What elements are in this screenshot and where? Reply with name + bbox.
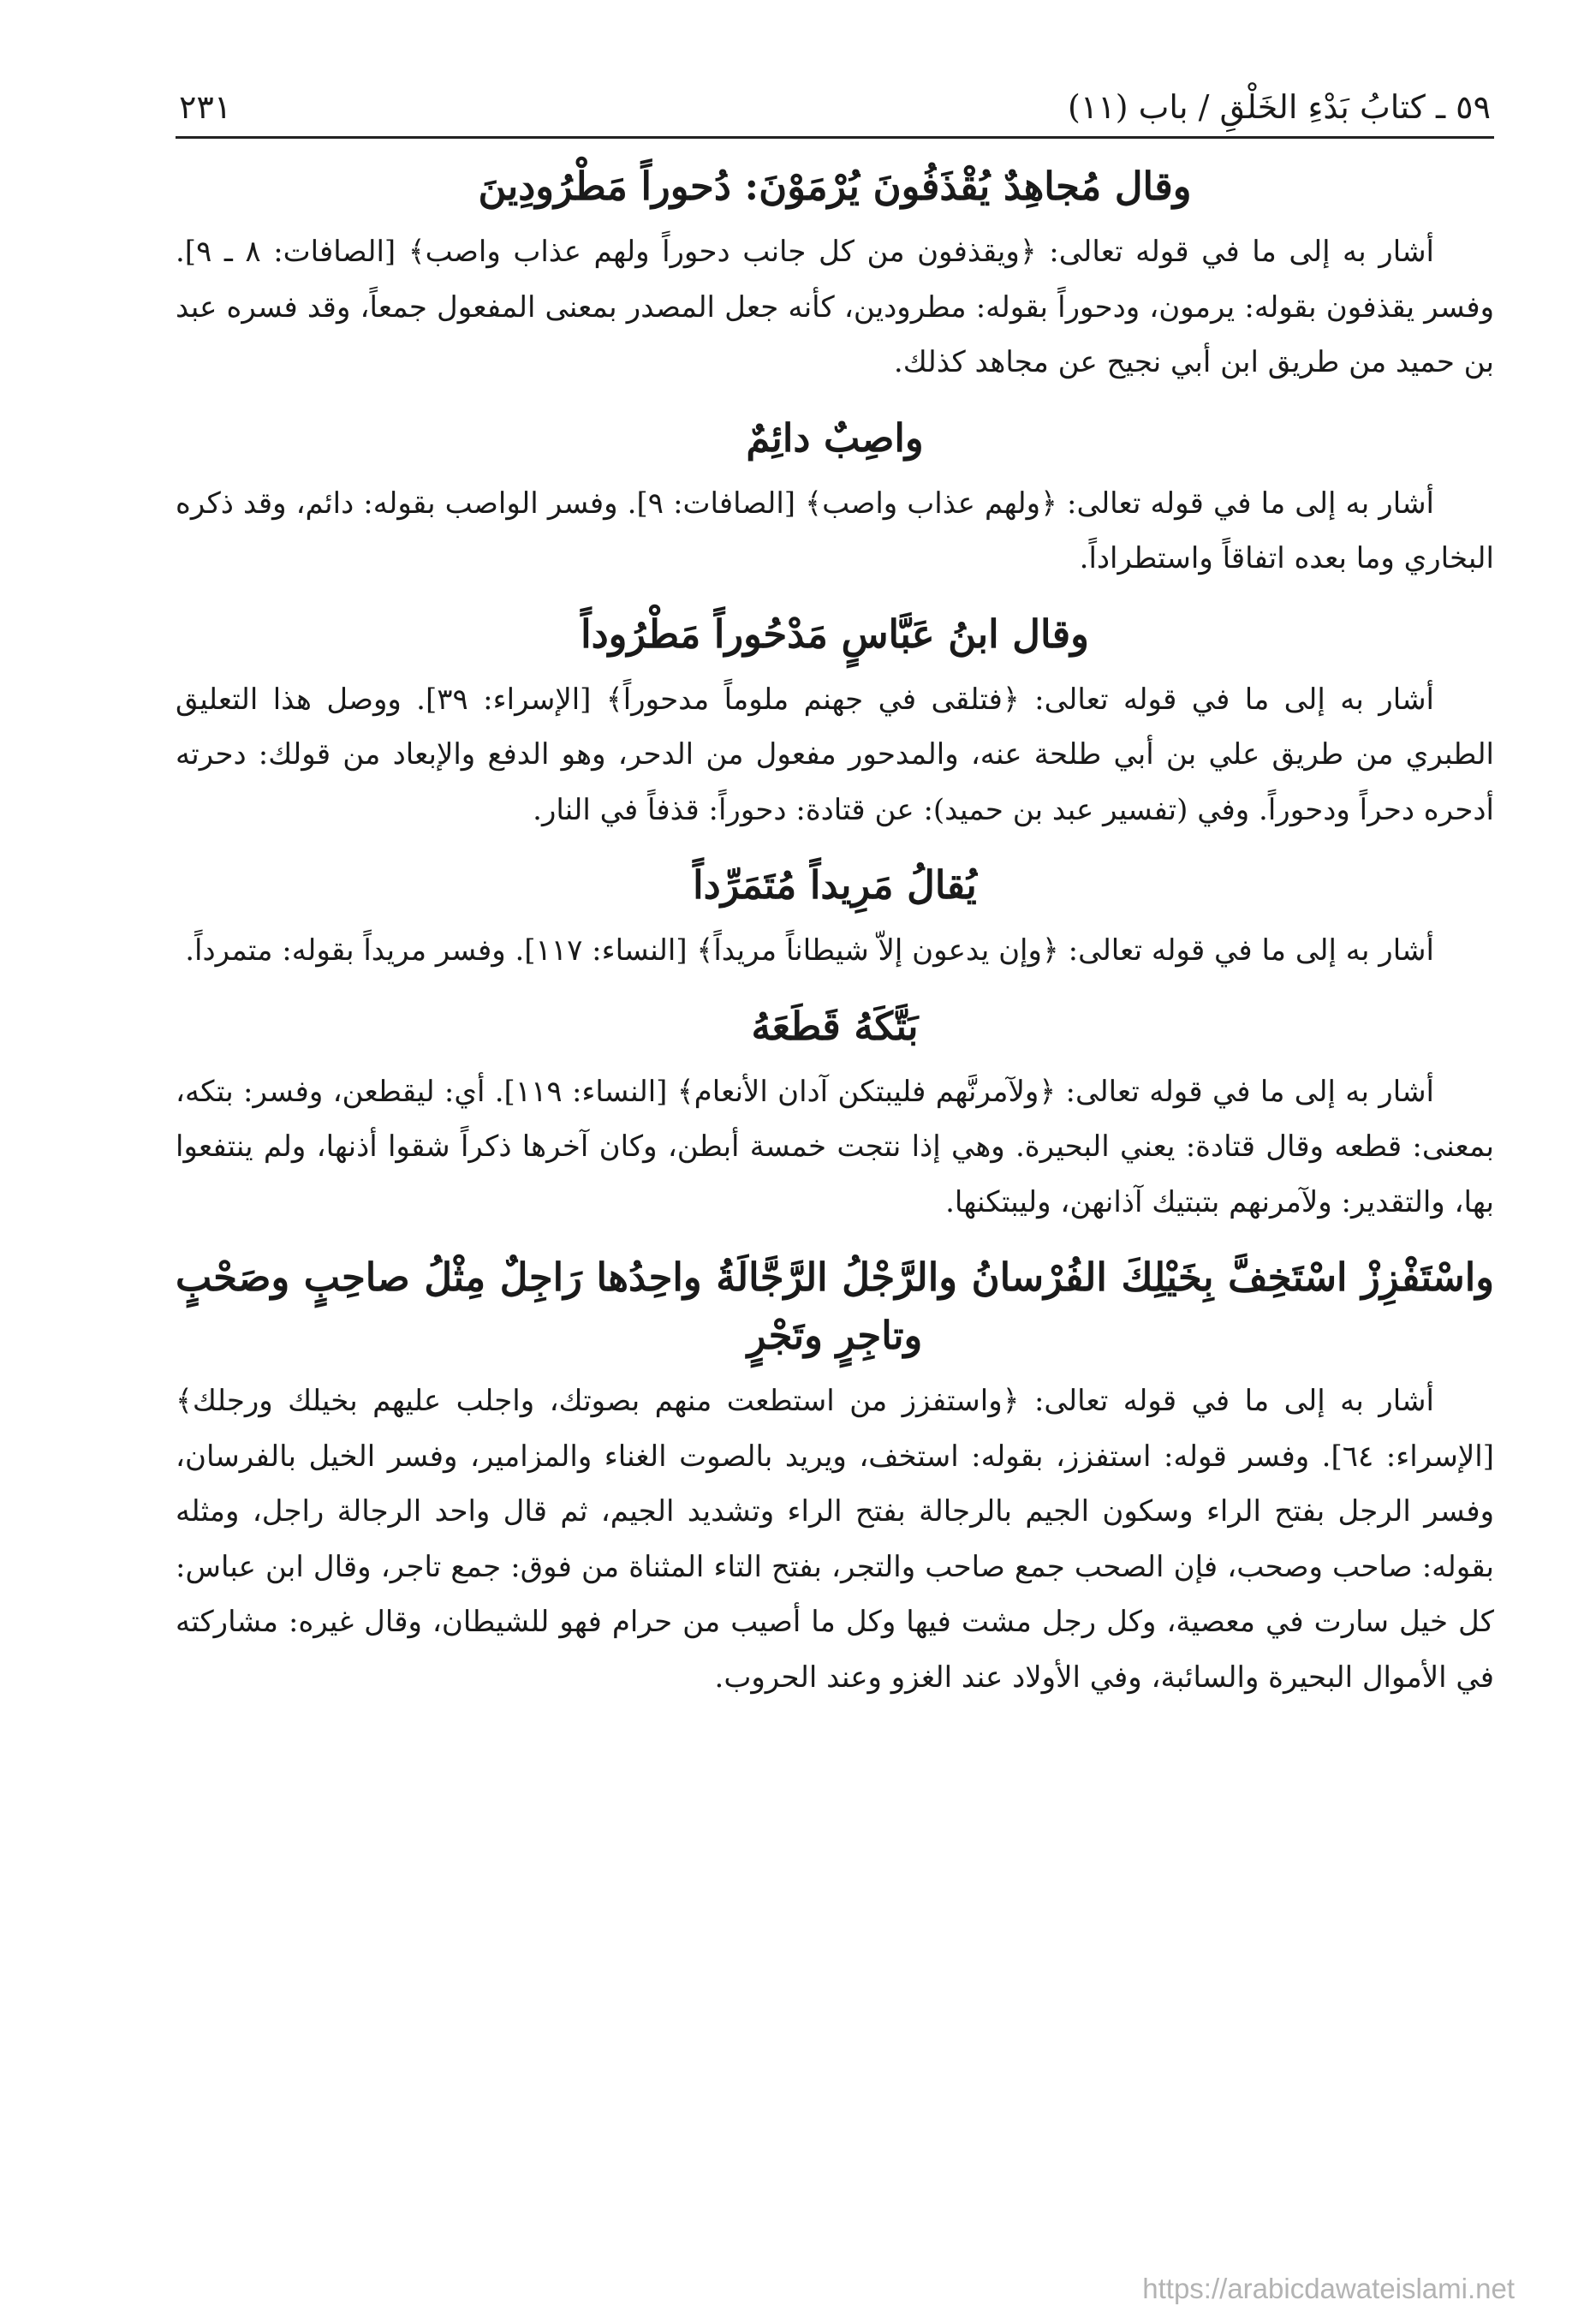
section-body — [176, 672, 1494, 838]
section-heading: واصِبٌ دائِمٌ — [746, 414, 924, 461]
section-heading: وقال ابنُ عَبَّاسٍ مَدْحُوراً مَطْرُوداً — [581, 611, 1089, 657]
section-body — [176, 1064, 1494, 1231]
section-body — [176, 476, 1494, 587]
running-title: ٥٩ ـ كتابُ بَدْءِ الخَلْقِ / باب (١١) — [1068, 88, 1491, 126]
section-body-text: أشار به إلى ما في قوله تعالى: ﴿واستفزز من استطعت منهم بصوتك، واجلب عليهم بخيلك ورجلك﴾ [الإسراء: ٦٤]. وفسر قوله: استفزز، بقوله: استخف، ويريد بالصوت الغناء والمزامير، وفسر الخيل بالفرسان، وفسر الرجل بفتح الراء وسكون الجيم بالرجالة بفتح الراء وتشديد الجيم، ثم قال واحد الرجالة راجل، ومثله بقوله: صاحب وصحب، فإن الصحب جمع صاحب والتجر، بفتح التاء المثناة من فوق: جمع تاجر، وقال ابن عباس: كل خيل سارت في معصية، وكل رجل مشت فيها وكل ما أصيب من حرام فهو للشيطان، وقال غيره: مشاركته في الأموال البحيرة والسائبة، وفي الأولاد عند الغزو وعند الحروب. — [176, 1384, 1495, 1695]
section-heading: بَتَّكَهُ قَطَعَهُ — [751, 1003, 919, 1049]
section-body — [176, 1374, 1494, 1705]
running-header — [176, 81, 1494, 139]
page-content — [176, 81, 1494, 1705]
section-body-text: أشار به إلى ما في قوله تعالى: ﴿ولآمرنَّهم فليبتكن آدان الأنعام﴾ [النساء: ١١٩]. أي: ليقطعن، وفسر: بتكه، بمعنى: قطعه وقال قتادة: يعني البحيرة. وهي إذا نتجت خمسة أبطن، وكان آخرها ذكراً شقوا أذنها، ولم ينتفعوا بها، والتقدير: ولآمرنهم بتبتيك آذانهن، وليبتكنها. — [176, 1074, 1494, 1219]
section-body-text: أشار به إلى ما في قوله تعالى: ﴿فتلقى في جهنم ملوماً مدحوراً﴾ [الإسراء: ٣٩]. ووصل هذا التعليق الطبري من طريق علي بن أبي طلحة عنه، والمدحور مفعول من الدحر، وهو الدفع والإبعاد من قولك: دحرته أدحره دحراً ودحوراً. وفي (تفسير عبد بن حميد): عن قتادة: دحوراً: قذفاً في النار. — [176, 682, 1494, 827]
page-number: ٢٣١ — [179, 88, 232, 126]
source-watermark: https://arabicdawateislami.net — [1142, 2273, 1515, 2304]
section-heading: يُقالُ مَرِيداً مُتَمَرِّداً — [693, 862, 977, 908]
section-body-text: أشار به إلى ما في قوله تعالى: ﴿ويقذفون من كل جانب دحوراً ولهم عذاب واصب﴾ [الصافات: ٨ ـ ٩]. وفسر يقذفون بقوله: يرمون، ودحوراً بقوله: مطرودين، كأنه جعل المصدر بمعنى المفعول جمعاً، وقد فسره عبد بن حميد من طريق ابن أبي نجيح عن مجاهد كذلك. — [176, 235, 1494, 379]
section-body-text: أشار به إلى ما في قوله تعالى: ﴿ولهم عذاب واصب﴾ [الصافات: ٩]. وفسر الواصب بقوله: دائم، وقد ذكره البخاري وما بعده اتفاقاً واستطراداً. — [176, 486, 1494, 575]
section-body — [176, 923, 1494, 979]
section-heading: واسْتَفْزِزْ اسْتَخِفَّ بِخَيْلِكَ الفُرْسانُ والرَّجْلُ الرَّجَّالَةُ واحِدُها رَاجِلٌ مِثْلُ صاحِبٍ وصَحْبٍ وتاجِرٍ وتَجْرٍ — [176, 1254, 1494, 1358]
section-heading: وقال مُجاهِدٌ يُقْذَفُونَ يُرْمَوْنَ: دُحوراً مَطْرُودِينَ — [478, 164, 1192, 209]
section-body-text: أشار به إلى ما في قوله تعالى: ﴿وإن يدعون إلاّ شيطاناً مريداً﴾ [النساء: ١١٧]. وفسر مريداً بقوله: متمرداً. — [185, 933, 1434, 968]
section-body — [176, 224, 1494, 390]
